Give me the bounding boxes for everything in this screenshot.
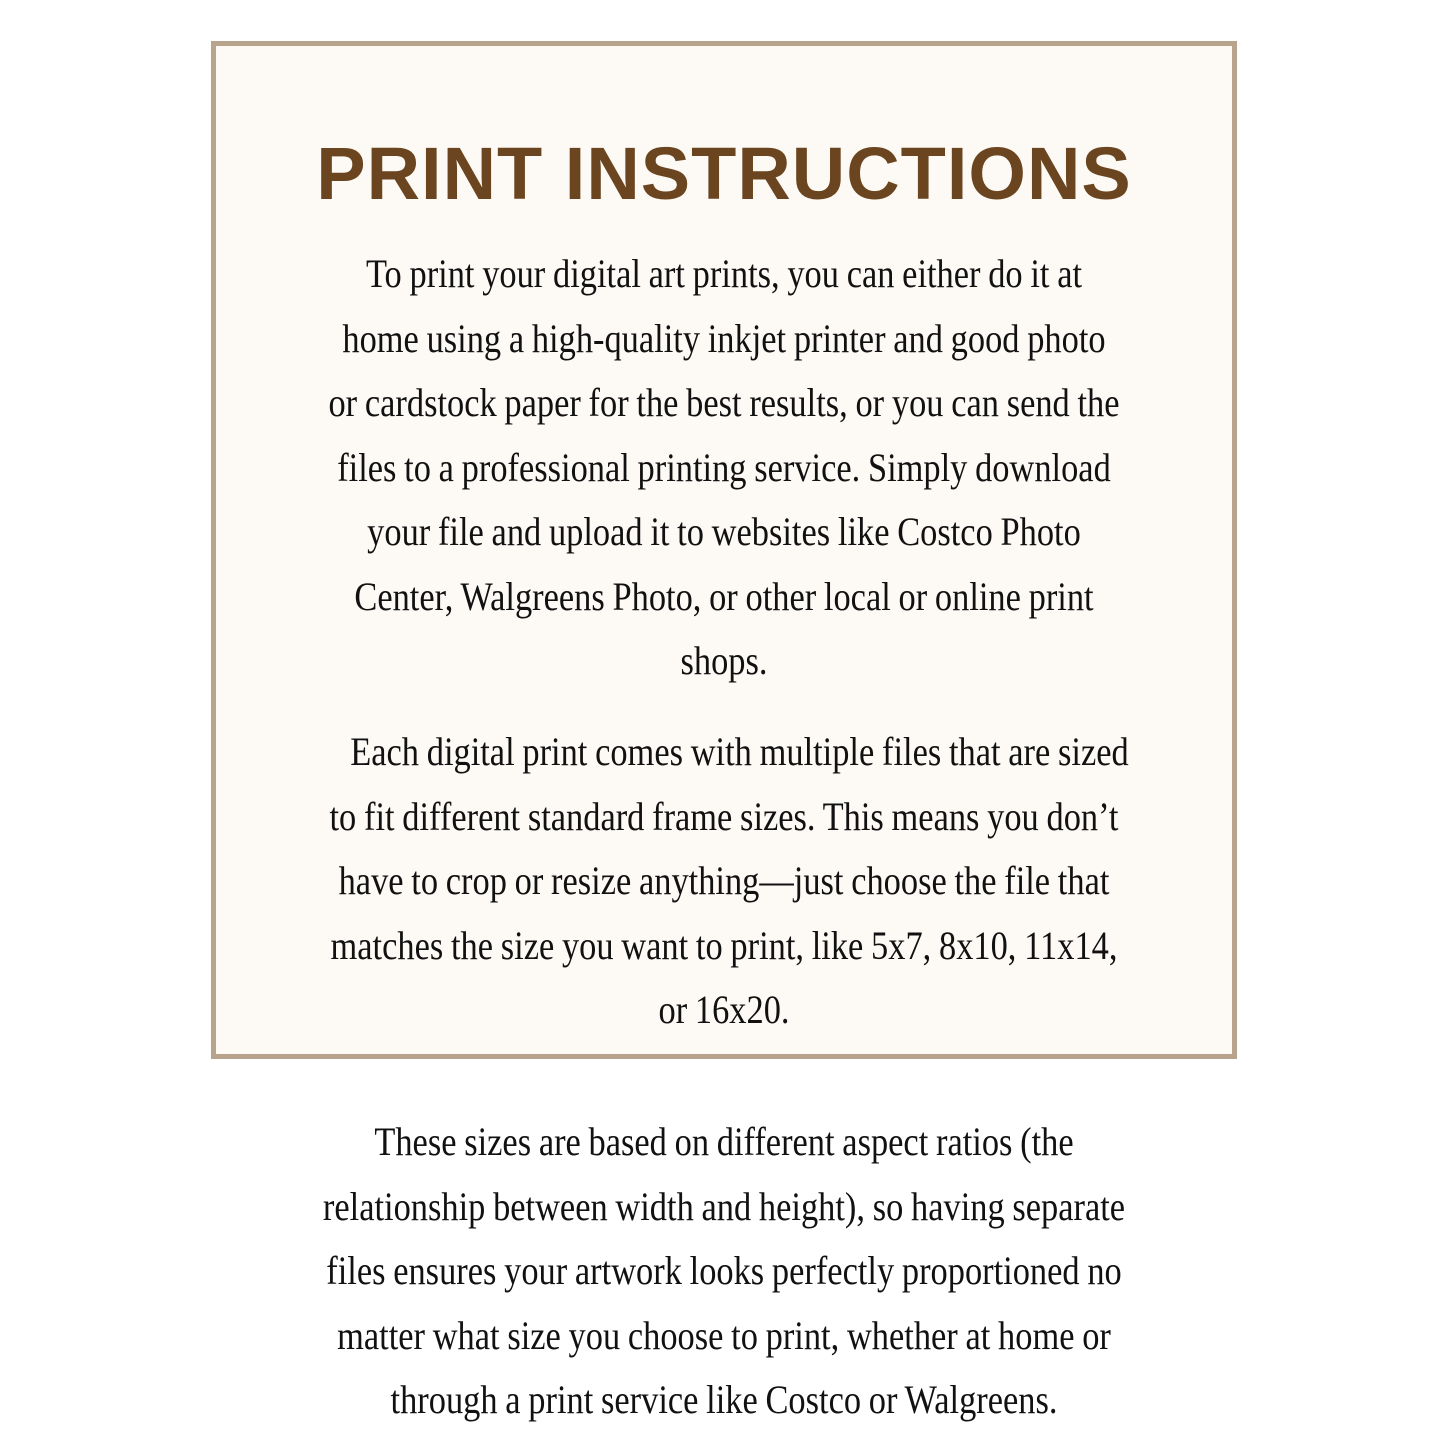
- text-line-indented: [313, 720, 1135, 785]
- text-line: Center, Walgreens Photo, or other local or online print: [354, 573, 1094, 619]
- text-line: home using a high-quality inkjet printer and good photo: [342, 315, 1106, 361]
- instructions-card: [211, 41, 1237, 1422]
- text-line: To print your digital art prints, you can either do it at: [365, 251, 1083, 296]
- paragraph-aspect-ratios: [313, 1110, 1135, 1433]
- text-line: matter what size you choose to print, whether at home or: [337, 1312, 1111, 1358]
- text-line: shops.: [680, 638, 768, 683]
- text-line: files ensures your artwork looks perfectly proportioned no: [326, 1248, 1122, 1293]
- paragraph-printing-options: [313, 242, 1135, 694]
- text-line: or 16x20.: [658, 987, 790, 1032]
- text-line: or cardstock paper for the best results, or you can send the: [328, 380, 1120, 425]
- page-title: PRINT INSTRUCTIONS: [316, 132, 1132, 215]
- text-line: Each digital print comes with multiple files that are sized: [350, 729, 1129, 774]
- text-line: to fit different standard frame sizes. This means you don’t: [329, 793, 1119, 839]
- text-line: your file and upload it to websites like Costco Photo: [367, 509, 1081, 554]
- text-line: through a print service like Costco or Walgreens.: [390, 1377, 1058, 1422]
- paragraph-file-sizes: [313, 720, 1135, 1043]
- text-line: relationship between width and height), so having separate: [322, 1183, 1126, 1229]
- text-line: have to crop or resize anything—just choose the file that: [338, 858, 1110, 903]
- text-line: matches the size you want to print, like 5x7, 8x10, 11x14,: [330, 922, 1118, 968]
- text-line: These sizes are based on different aspect ratios (the: [374, 1119, 1074, 1164]
- text-line: files to a professional printing service. Simply download: [337, 444, 1111, 490]
